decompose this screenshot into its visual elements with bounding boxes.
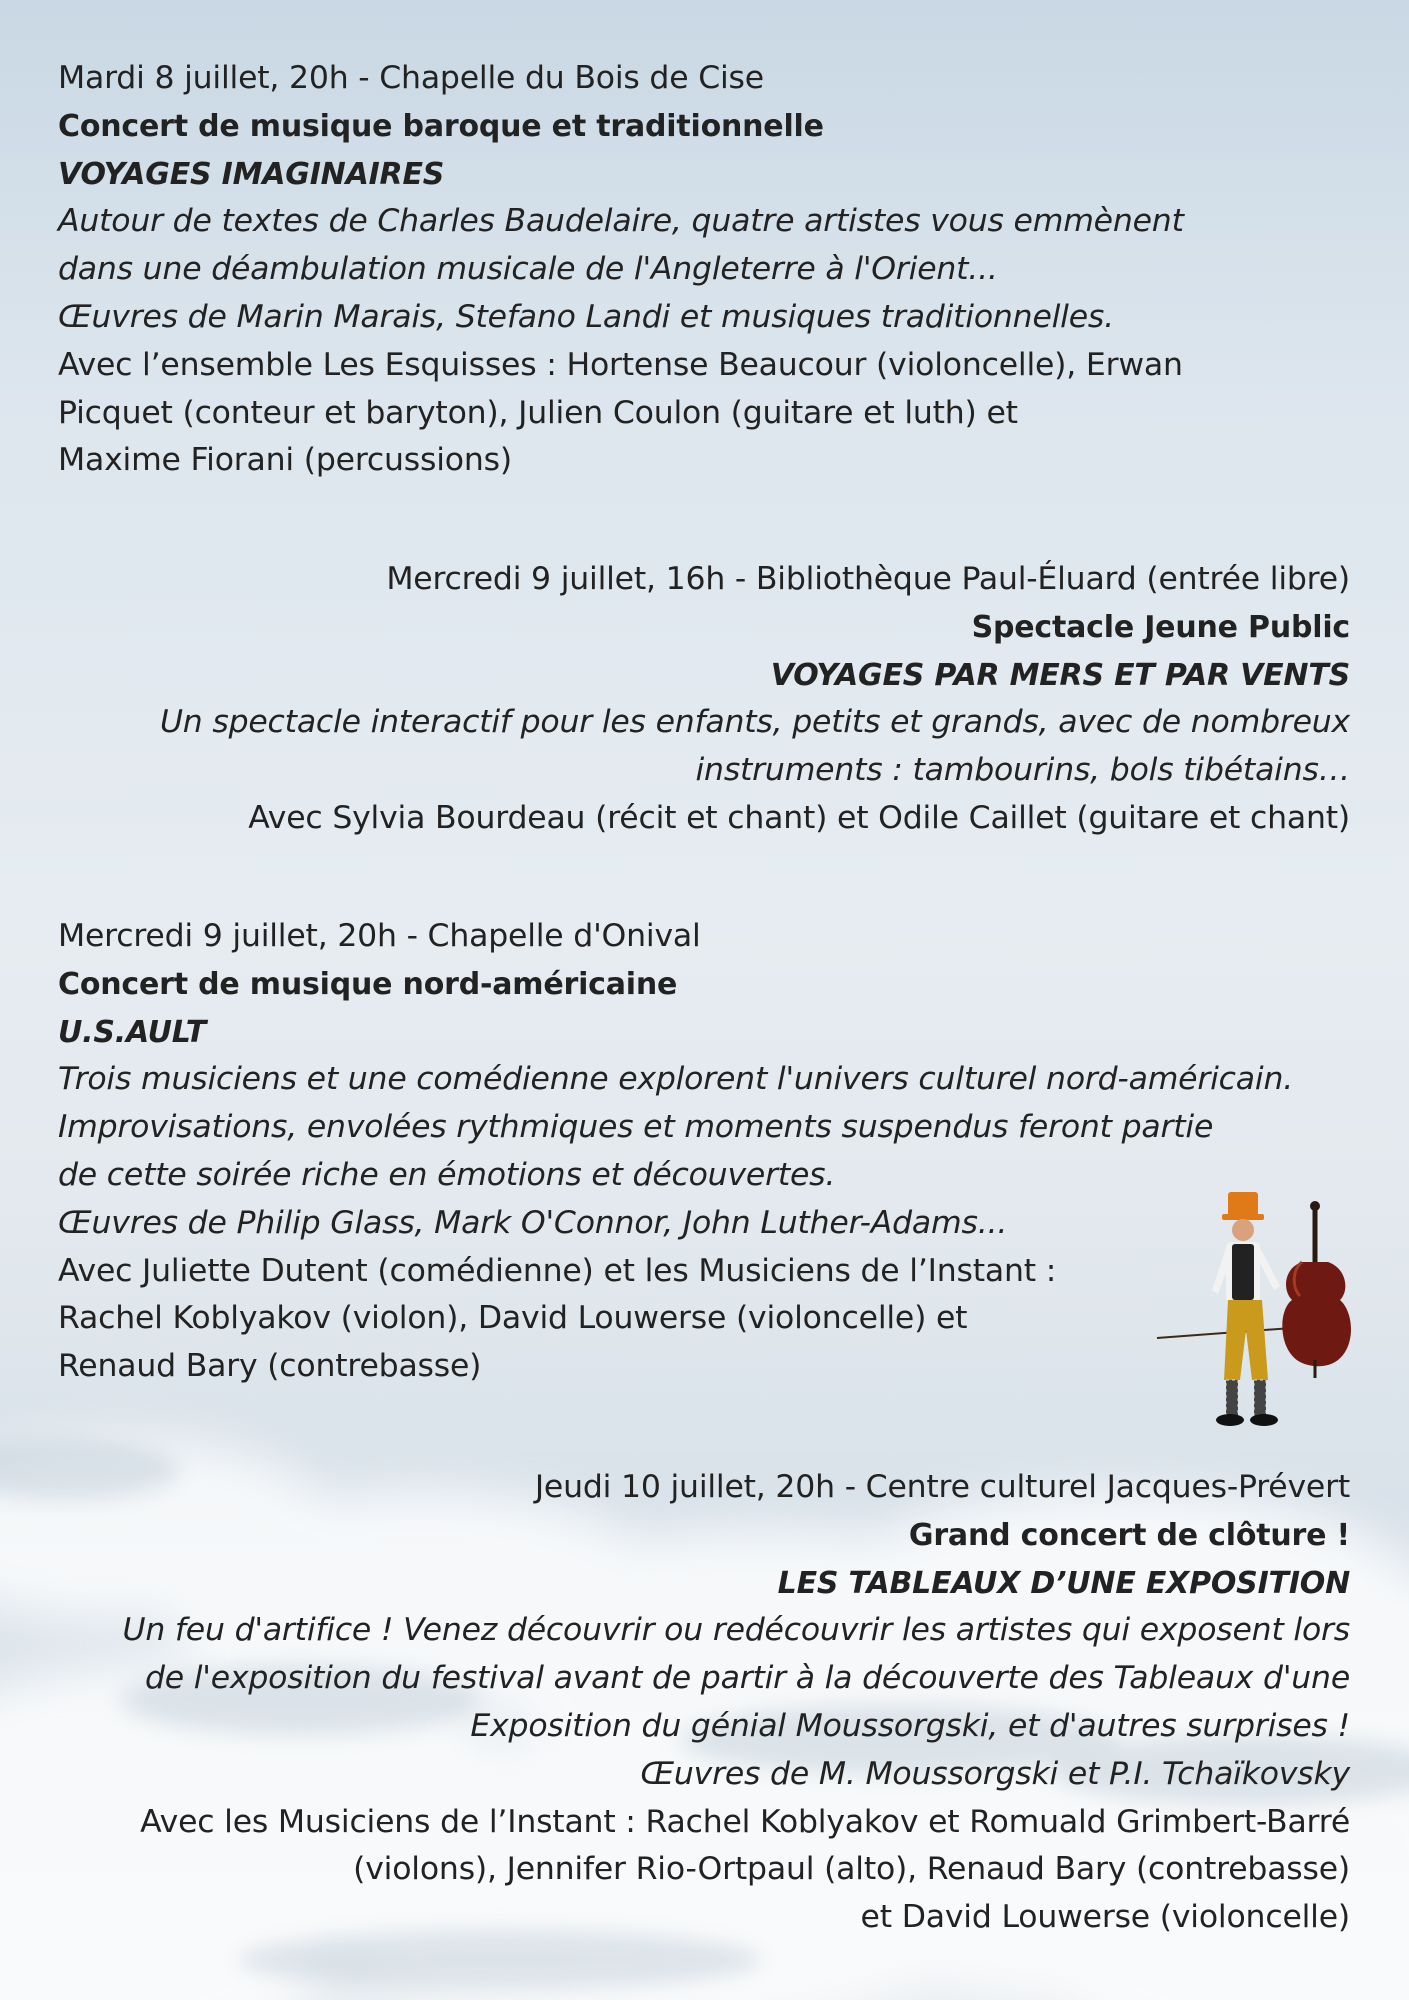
event-performers-line: Renaud Bary (contrebasse) bbox=[58, 1348, 482, 1385]
event-description-line: Œuvres de Marin Marais, Stefano Landi et musiques traditionnelles. bbox=[58, 298, 1114, 335]
event-description-line: Trois musiciens et une comédienne explorent l'univers culturel nord-américain. bbox=[58, 1061, 1294, 1098]
event-performers-line: (violons), Jennifer Rio-Ortpaul (alto), Renaud Bary (contrebasse) bbox=[353, 1851, 1350, 1888]
event-performers-line: Avec Sylvia Bourdeau (récit et chant) et Odile Caillet (guitare et chant) bbox=[248, 799, 1350, 836]
event-title: LES TABLEAUX D’UNE EXPOSITION bbox=[777, 1565, 1350, 1601]
event-category: Grand concert de clôture ! bbox=[908, 1517, 1350, 1553]
event-description-line: de l'exposition du festival avant de partir à la découverte des Tableaux d'une bbox=[144, 1660, 1350, 1697]
event-description-line: de cette soirée riche en émotions et découvertes. bbox=[58, 1156, 836, 1193]
event-title: VOYAGES IMAGINAIRES bbox=[58, 156, 445, 192]
event-description-line: Improvisations, envolées rythmiques et moments suspendus feront partie bbox=[58, 1109, 1214, 1146]
event-category: Spectacle Jeune Public bbox=[971, 609, 1350, 645]
event-2 bbox=[160, 556, 1350, 843]
event-description-line: Autour de textes de Charles Baudelaire, quatre artistes vous emmènent bbox=[58, 203, 1184, 240]
event-3 bbox=[58, 913, 1293, 1391]
event-performers-line: et David Louwerse (violoncelle) bbox=[860, 1899, 1350, 1936]
event-date: Mardi 8 juillet, 20h - Chapelle du Bois de Cise bbox=[58, 60, 764, 96]
event-4 bbox=[122, 1464, 1350, 1942]
event-title: U.S.AULT bbox=[58, 1014, 207, 1050]
event-performers-line: Avec l’ensemble Les Esquisses : Hortense Beaucour (violoncelle), Erwan bbox=[58, 346, 1183, 383]
event-description-line: Exposition du génial Moussorgski, et d'autres surprises ! bbox=[470, 1707, 1350, 1744]
event-description-line: instruments : tambourins, bols tibétains… bbox=[695, 752, 1350, 789]
event-performers-line: Maxime Fiorani (percussions) bbox=[58, 442, 512, 479]
event-title: VOYAGES PAR MERS ET PAR VENTS bbox=[770, 657, 1350, 693]
event-category: Concert de musique baroque et traditionnelle bbox=[58, 108, 824, 144]
event-description-line: Un feu d'artifice ! Venez découvrir ou redécouvrir les artistes qui exposent lors bbox=[122, 1612, 1350, 1649]
event-performers-line: Avec les Musiciens de l’Instant : Rachel Koblyakov et Romuald Grimbert-Barré bbox=[140, 1803, 1350, 1840]
event-performers-line: Picquet (conteur et baryton), Julien Coulon (guitare et luth) et bbox=[58, 394, 1018, 431]
event-date: Jeudi 10 juillet, 20h - Centre culturel Jacques-Prévert bbox=[534, 1469, 1350, 1505]
event-description-line: dans une déambulation musicale de l'Angleterre à l'Orient... bbox=[58, 251, 998, 288]
cellist-figure-icon bbox=[1152, 1190, 1362, 1455]
event-description-line: Un spectacle interactif pour les enfants, petits et grands, avec de nombreux bbox=[159, 704, 1350, 741]
event-date: Mercredi 9 juillet, 20h - Chapelle d'Onival bbox=[58, 918, 701, 954]
event-description-line: Œuvres de Philip Glass, Mark O'Connor, John Luther-Adams... bbox=[58, 1204, 1008, 1241]
event-performers-line: Rachel Koblyakov (violon), David Louwerse (violoncelle) et bbox=[58, 1300, 968, 1337]
event-performers-line: Œuvres de M. Moussorgski et P.I. Tchaïkovsky bbox=[640, 1755, 1350, 1792]
event-1 bbox=[58, 55, 1184, 485]
event-performers-line: Avec Juliette Dutent (comédienne) et les Musiciens de l’Instant : bbox=[58, 1252, 1057, 1289]
event-date: Mercredi 9 juillet, 16h - Bibliothèque Paul-Éluard (entrée libre) bbox=[386, 561, 1350, 597]
event-category: Concert de musique nord-américaine bbox=[58, 966, 678, 1002]
